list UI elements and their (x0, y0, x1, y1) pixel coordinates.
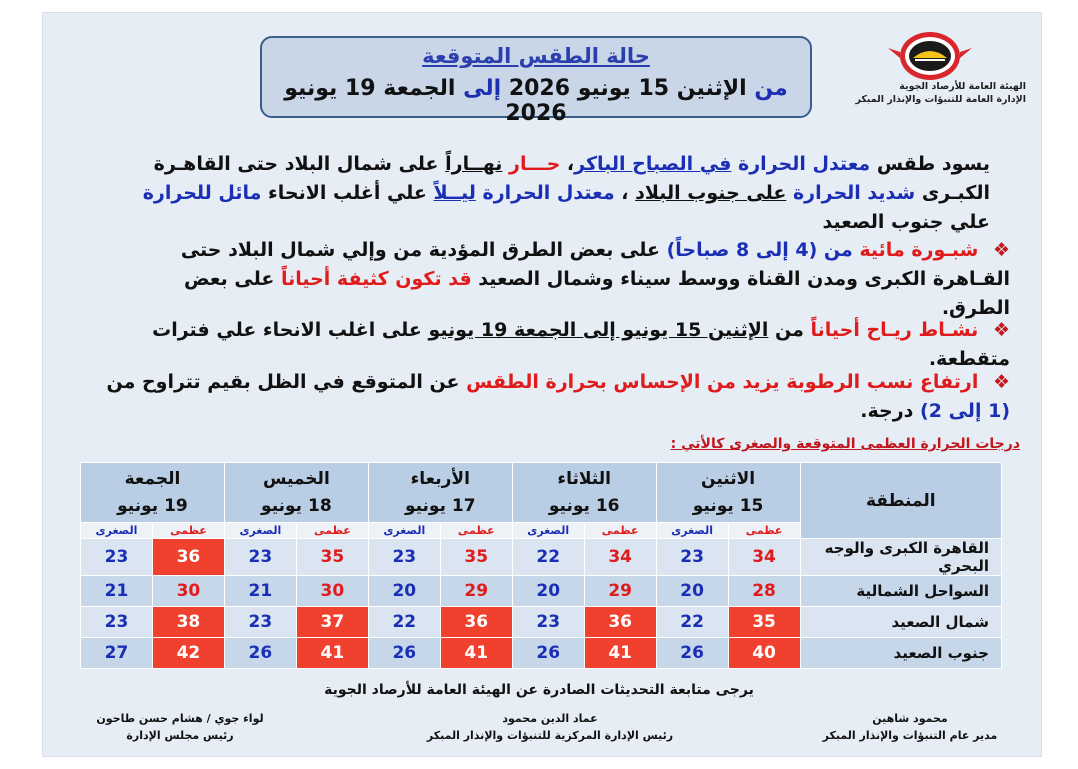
summary-text: معتدل الحرارة (482, 182, 615, 204)
max-temp-cell: 29 (440, 576, 512, 607)
summary-text: ، (621, 182, 629, 204)
bullet-text: على بعض الطرق المؤدية من وإلي شمال البلاد حتى القـاهرة الكبرى ومدن القناة ووسط سيناء وشمال الصعيد (180, 239, 1010, 290)
bullet-text: على اغلب الانحاء علي فترات متقطعة. (152, 319, 1010, 370)
min-temp-cell: 23 (224, 607, 296, 638)
min-temp-cell: 22 (368, 607, 440, 638)
max-label: عظمى (584, 523, 656, 539)
period-start: الإثنين 15 يونيو 2026 (508, 76, 747, 101)
max-temp-cell: 41 (440, 638, 512, 669)
bullet-text: عن المتوقع في الظل بقيم تتراوح من (106, 371, 460, 393)
day-header (368, 463, 512, 523)
bullet-text: على بعض الطرق. (183, 268, 1010, 319)
bullet-fog (150, 236, 1010, 323)
min-temp-cell: 20 (368, 576, 440, 607)
day-name: الاثنين (701, 468, 756, 489)
max-temp-cell: 30 (152, 576, 224, 607)
bullet-text: نشـاط ريـاح أحياناً (810, 319, 979, 341)
max-temp-cell: 42 (152, 638, 224, 669)
min-temp-cell: 26 (512, 638, 584, 669)
region-name: القاهرة الكبرى والوجه البحري (800, 539, 1001, 576)
max-temp-cell: 35 (296, 539, 368, 576)
day-name: الأربعاء (410, 468, 470, 489)
bullet-text: من (823, 239, 853, 261)
min-temp-cell: 21 (81, 576, 153, 607)
min-temp-cell: 26 (224, 638, 296, 669)
region-header: المنطقة (800, 463, 1001, 539)
max-temp-cell: 40 (728, 638, 800, 669)
min-temp-cell: 23 (224, 539, 296, 576)
region-name: شمال الصعيد (800, 607, 1001, 638)
table-caption: درجات الحرارة العظمى المتوقعة والصغرى كالأتي : (670, 436, 1020, 452)
signer-name: عماد الدين محمود (502, 712, 598, 725)
min-label: الصغرى (368, 523, 440, 539)
min-temp-cell: 26 (368, 638, 440, 669)
max-temp-cell: 35 (728, 607, 800, 638)
region-name: جنوب الصعيد (800, 638, 1001, 669)
min-label: الصغرى (81, 523, 153, 539)
max-temp-cell: 29 (584, 576, 656, 607)
min-temp-cell: 26 (656, 638, 728, 669)
table-row (81, 607, 1002, 638)
day-name: الثلاثاء (557, 468, 611, 489)
max-label: عظمى (440, 523, 512, 539)
bullet-wind (150, 316, 1010, 374)
day-date: 15 يونيو (692, 495, 764, 516)
min-temp-cell: 21 (224, 576, 296, 607)
max-temp-cell: 34 (584, 539, 656, 576)
summary-text: في الصباح الباكر (574, 153, 732, 175)
max-temp-cell: 35 (440, 539, 512, 576)
ema-logo-icon (880, 28, 980, 84)
signer-title: مدير عام التنبؤات والإنذار المبكر (822, 729, 998, 742)
org-line-1: الهيئة العامة للأرصاد الجوية (899, 81, 1026, 92)
period-from: من (754, 76, 788, 101)
day-header (656, 463, 800, 523)
forecast-period (262, 76, 810, 126)
temperature-table (80, 462, 1002, 669)
summary-text: شديد الحرارة (792, 182, 916, 204)
summary-text: على جنوب البلاد (635, 182, 787, 204)
region-name: السواحل الشمالية (800, 576, 1001, 607)
day-name: الجمعة (124, 468, 181, 489)
bullet-text: درجة. (860, 400, 914, 422)
max-temp-cell: 41 (296, 638, 368, 669)
day-name: الخميس (262, 468, 330, 489)
max-temp-cell: 36 (584, 607, 656, 638)
max-temp-cell: 41 (584, 638, 656, 669)
min-temp-cell: 20 (512, 576, 584, 607)
summary-text: علي أغلب الانحاء (268, 182, 427, 204)
bullet-text: (1 إلى 2) (920, 400, 1010, 422)
min-label: الصغرى (224, 523, 296, 539)
signature-block (90, 710, 270, 744)
max-temp-cell: 34 (728, 539, 800, 576)
diamond-bullet-icon: ❖ (992, 239, 1010, 261)
signer-title: رئيس الإدارة المركزية للتنبؤات والإنذار المبكر (426, 729, 674, 742)
day-date: 16 يونيو (548, 495, 620, 516)
summary-text: ، (566, 153, 575, 175)
min-temp-cell: 27 (81, 638, 153, 669)
bullet-text: الإثنين 15 يونيو إلى الجمعة 19 يونيو (428, 319, 769, 341)
day-date: 17 يونيو (404, 495, 476, 516)
min-label: الصغرى (512, 523, 584, 539)
min-temp-cell: 20 (656, 576, 728, 607)
min-temp-cell: 23 (368, 539, 440, 576)
footer-note: يرجى متابعة التحديثات الصادرة عن الهيئة العامة للأرصاد الجوية (324, 682, 754, 698)
max-temp-cell: 36 (440, 607, 512, 638)
signature-block (400, 710, 700, 744)
min-temp-cell: 23 (656, 539, 728, 576)
period-end: الجمعة 19 يونيو 2026 (284, 76, 567, 126)
page-title: حالة الطقس المتوقعة (422, 44, 650, 68)
max-label: عظمى (296, 523, 368, 539)
day-header (81, 463, 225, 523)
bullet-text: (4 إلى 8 صباحاً) (666, 239, 818, 261)
diamond-bullet-icon: ❖ (992, 371, 1010, 393)
min-label: الصغرى (656, 523, 728, 539)
summary-text: علي جنوب الصعيد (822, 211, 990, 233)
summary-text: ليــلاً (433, 182, 476, 204)
max-temp-cell: 30 (296, 576, 368, 607)
summary-text: مائل للحرارة (142, 182, 262, 204)
table-row (81, 539, 1002, 576)
signature-block (800, 710, 1020, 744)
day-header (512, 463, 656, 523)
bullet-humidity (96, 368, 1010, 426)
min-temp-cell: 22 (512, 539, 584, 576)
min-temp-cell: 23 (81, 539, 153, 576)
org-line-2: الإدارة العامة للتنبؤات والإنذار المبكر (855, 94, 1026, 105)
summary-text: على شمال البلاد حتى القاهـرة الكبـرى (153, 153, 990, 204)
summary-text: معتدل الحرارة (738, 153, 871, 175)
title-box (260, 36, 812, 126)
min-temp-cell: 22 (656, 607, 728, 638)
day-date: 18 يونيو (261, 495, 332, 516)
table-row (81, 638, 1002, 669)
max-temp-cell: 36 (152, 539, 224, 576)
bullet-text: شبـورة مائية (859, 239, 979, 261)
day-header (224, 463, 368, 523)
signer-name: لواء جوي / هشام حسن طاحون (96, 712, 264, 725)
max-temp-cell: 37 (296, 607, 368, 638)
bullet-text: قد تكون كثيفة أحياناً (280, 268, 472, 290)
signer-name: محمود شاهين (872, 712, 948, 725)
summary-text: يسود طقس (876, 153, 990, 175)
max-label: عظمى (728, 523, 800, 539)
diamond-bullet-icon: ❖ (992, 319, 1010, 341)
min-temp-cell: 23 (512, 607, 584, 638)
general-summary (110, 150, 990, 237)
max-temp-cell: 28 (728, 576, 800, 607)
bullet-text: من (775, 319, 804, 341)
organization-name (826, 80, 1026, 106)
max-temp-cell: 38 (152, 607, 224, 638)
summary-text: حـــار (509, 153, 561, 175)
signer-title: رئيس مجلس الإدارة (126, 729, 234, 742)
day-date: 19 يونيو (117, 495, 188, 516)
period-to: إلى (463, 76, 502, 101)
summary-text: نهــاراً (445, 153, 503, 175)
bullet-text: ارتفاع نسب الرطوبة يزيد من الإحساس بحرارة الطقس (466, 371, 979, 393)
min-temp-cell: 23 (81, 607, 153, 638)
max-label: عظمى (152, 523, 224, 539)
table-row (81, 576, 1002, 607)
